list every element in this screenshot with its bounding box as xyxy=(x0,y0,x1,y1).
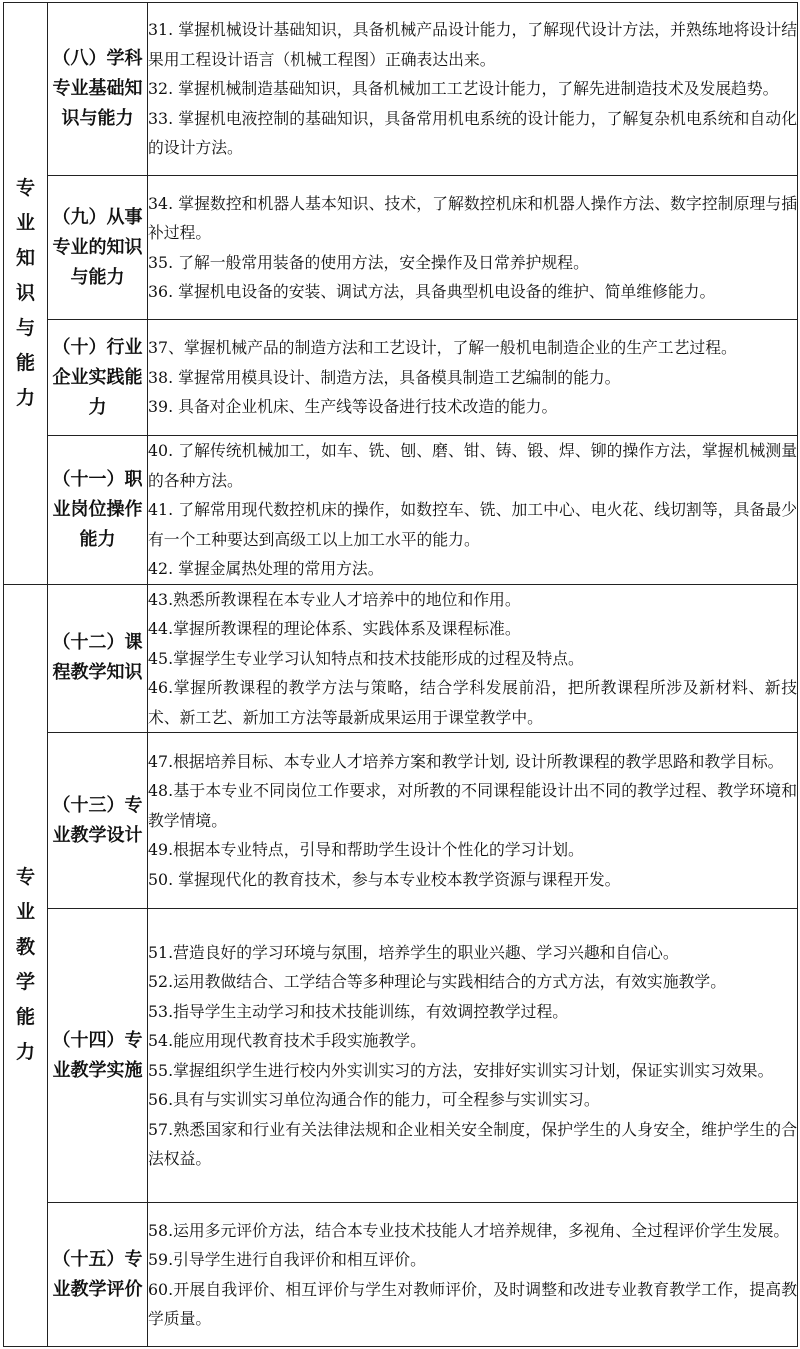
items-cell xyxy=(148,320,798,436)
items-cell xyxy=(148,176,798,320)
items-cell xyxy=(148,584,798,733)
list-item: 54.能应用现代教育技术手段实施教学。 xyxy=(148,1031,426,1050)
list-item: 52.运用教做结合、工学结合等多种理论与实践相结合的方式方法，有效实施教学。 xyxy=(148,972,727,991)
subcategory-label: （十二）课程教学知识 xyxy=(48,584,148,733)
list-item: 42. 掌握金属热处理的常用方法。 xyxy=(148,559,384,578)
table-row xyxy=(4,1203,798,1347)
list-item: 57.熟悉国家和行业有关法律法规和企业相关安全制度，保护学生的人身安全，维护学生的合法权益。 xyxy=(148,1119,797,1168)
table-row xyxy=(4,909,798,1203)
list-item: 36. 掌握机电设备的安装、调试方法，具备典型机电设备的维护、简单维修能力。 xyxy=(148,282,716,301)
subcategory-label: （八）学科专业基础知识与能力 xyxy=(48,3,148,176)
list-item: 45.掌握学生专业学习认知特点和技术技能形成的过程及特点。 xyxy=(148,648,584,668)
subcategory-label: （十）行业企业实践能力 xyxy=(48,320,148,436)
category-char: 业 xyxy=(15,901,35,924)
list-item: 40. 了解传统机械加工，如车、铣、刨、磨、钳、铸、锻、焊、铆的操作方法，掌握机械测量的各种方法。 xyxy=(148,441,797,490)
category-char: 力 xyxy=(15,1041,35,1064)
category-char: 能 xyxy=(15,1006,35,1029)
category-char: 专 xyxy=(15,176,35,199)
table-row xyxy=(4,176,798,320)
list-item: 39. 具备对企业机床、生产线等设备进行技术改造的能力。 xyxy=(148,397,558,417)
list-item: 59.引导学生进行自我评价和相互评价。 xyxy=(148,1250,426,1269)
list-item: 51.营造良好的学习环境与氛围，培养学生的职业兴趣、学习兴趣和自信心。 xyxy=(148,942,679,962)
list-item: 48.基于本专业不同岗位工作要求，对所教的不同课程能设计出不同的教学过程、教学环境和教学情境。 xyxy=(148,781,797,830)
items-cell xyxy=(148,3,798,176)
category-char: 学 xyxy=(15,971,35,994)
category-char: 专 xyxy=(15,866,35,889)
list-item: 32. 掌握机械制造基础知识，具备机械加工工艺设计能力，了解先进制造技术及发展趋势。 xyxy=(148,79,779,99)
category-cell-professional-knowledge xyxy=(4,3,48,585)
subcategory-label: （十五）专业教学评价 xyxy=(48,1203,148,1347)
list-item: 58.运用多元评价方法，结合本专业技术技能人才培养规律，多视角、全过程评价学生发展。 xyxy=(148,1220,790,1240)
list-item: 44.掌握所教课程的理论体系、实践体系及课程标准。 xyxy=(148,619,521,638)
category-char: 力 xyxy=(15,386,35,409)
list-item: 56.具有与实训实习单位沟通合作的能力，可全程参与实训实习。 xyxy=(148,1090,600,1109)
category-char: 教 xyxy=(15,936,35,959)
list-item: 60.开展自我评价、相互评价与学生对教师评价，及时调整和改进专业教育教学工作，提高教学质量。 xyxy=(148,1279,797,1328)
standards-table xyxy=(3,2,798,1347)
table-row xyxy=(4,320,798,436)
list-item: 41. 了解常用现代数控机床的操作，如数控车、铣、加工中心、电火花、线切割等，具备最少有一个工种要达到高级工以上加工水平的能力。 xyxy=(148,500,797,549)
category-cell-professional-teaching xyxy=(4,584,48,1347)
category-char: 识 xyxy=(15,281,35,304)
list-item: 47.根据培养目标、本专业人才培养方案和教学计划, 设计所教课程的教学思路和教学目标。 xyxy=(148,751,784,771)
items-cell xyxy=(148,909,798,1203)
list-item: 35. 了解一般常用装备的使用方法，安全操作及日常养护规程。 xyxy=(148,252,589,272)
items-cell xyxy=(148,436,798,585)
subcategory-label: （十一）职业岗位操作能力 xyxy=(48,436,148,585)
subcategory-label: （九）从事专业的知识与能力 xyxy=(48,176,148,320)
category-char: 知 xyxy=(15,246,35,269)
list-item: 33. 掌握机电液控制的基础知识，具备常用机电系统的设计能力，了解复杂机电系统和自动化的设计方法。 xyxy=(148,108,797,158)
subcategory-label: （十三）专业教学设计 xyxy=(48,733,148,909)
list-item: 31. 掌握机械设计基础知识，具备机械产品设计能力，了解现代设计方法，并熟练地将设计结果用工程设计语言（机械工程图）正确表达出来。 xyxy=(148,20,797,69)
category-char: 业 xyxy=(15,211,35,234)
list-item: 43.熟悉所教课程在本专业人才培养中的地位和作用。 xyxy=(148,589,521,609)
list-item: 53.指导学生主动学习和技术技能训练，有效调控教学过程。 xyxy=(148,1001,569,1021)
table-row xyxy=(4,436,798,585)
table-row xyxy=(4,584,798,733)
category-char: 能 xyxy=(15,351,35,374)
table-row xyxy=(4,733,798,909)
category-char: 与 xyxy=(15,316,35,339)
items-cell xyxy=(148,733,798,909)
subcategory-label: （十四）专业教学实施 xyxy=(48,909,148,1203)
list-item: 50. 掌握现代化的教育技术，参与本专业校本教学资源与课程开发。 xyxy=(148,869,621,889)
list-item: 34. 掌握数控和机器人基本知识、技术，了解数控机床和机器人操作方法、数字控制原理与插补过程。 xyxy=(148,193,797,242)
list-item: 37、掌握机械产品的制造方法和工艺设计，了解一般机电制造企业的生产工艺过程。 xyxy=(148,338,737,358)
items-cell xyxy=(148,1203,798,1347)
list-item: 49.根据本专业特点，引导和帮助学生设计个性化的学习计划。 xyxy=(148,840,584,860)
list-item: 46.掌握所教课程的教学方法与策略，结合学科发展前沿，把所教课程所涉及新材料、新技术、新工艺、新加工方法等最新成果运用于课堂教学中。 xyxy=(148,678,797,727)
list-item: 38. 掌握常用模具设计、制造方法，具备模具制造工艺编制的能力。 xyxy=(148,367,621,387)
table-row xyxy=(4,3,798,176)
list-item: 55.掌握组织学生进行校内外实训实习的方法，安排好实训实习计划，保证实训实习效果。 xyxy=(148,1060,774,1080)
